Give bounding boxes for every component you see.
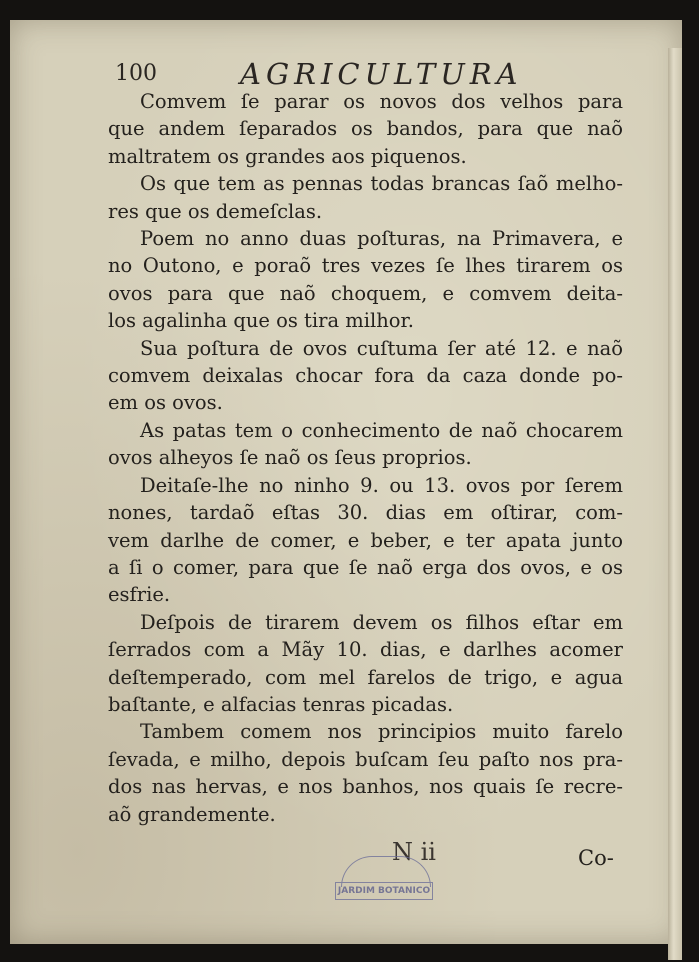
text-line: As patas tem o conhecimento de naõ chocarem	[140, 418, 623, 442]
text-line: comvem deixalas chocar fora da caza donde po-	[108, 364, 623, 388]
text-line: ovos alheyos ſe naõ os ſeus proprios.	[108, 446, 472, 470]
text-line: ovos para que naõ choquem, e comvem deita-	[108, 281, 623, 305]
page-edge	[668, 48, 682, 960]
text-line: deſtemperado, com mel farelos de trigo, e agua	[108, 665, 623, 689]
body-text	[108, 88, 623, 828]
text-line: Tambem comem nos principios muito farelo	[140, 720, 623, 744]
stamp-label: JARDIM BOTANICO	[335, 882, 433, 900]
text-line: em os ovos.	[108, 391, 223, 415]
text-line: que andem ſeparados os bandos, para que naõ	[108, 117, 623, 141]
text-line: no Outono, e poraõ tres vezes ſe lhes tirarem os	[108, 254, 623, 278]
text-line: vem darlhe de comer, e beber, e ter apata junto	[108, 528, 623, 552]
text-line: ſevada, e milho, depois buſcam ſeu paſto nos pra-	[108, 747, 623, 771]
signature-mark: N ii	[392, 838, 436, 866]
text-line: Sua poſtura de ovos cuſtuma ſer até 12. e naõ	[140, 336, 623, 360]
text-line: nones, tardaõ eſtas 30. dias em oſtirar, com-	[108, 501, 623, 525]
text-line: baſtante, e alfacias tenras picadas.	[108, 692, 454, 716]
page-number: 100	[115, 61, 157, 86]
running-head: AGRICULTURA	[240, 57, 523, 91]
text-line: esfrie.	[108, 583, 171, 607]
text-line: ſerrados com a Mãy 10. dias, e darlhes acomer	[108, 638, 623, 662]
text-line: a ſi o comer, para que ſe naõ erga dos ovos, e os	[108, 555, 623, 579]
text-line: Deitaſe-lhe no ninho 9. ou 13. ovos por ſerem	[140, 473, 623, 497]
library-stamp	[333, 856, 433, 902]
catchword: Co-	[578, 846, 614, 870]
text-line: Os que tem as pennas todas brancas ſaõ melho-	[140, 172, 623, 196]
text-line: res que os demeſclas.	[108, 199, 323, 223]
text-line: dos nas hervas, e nos banhos, nos quais ſe recre-	[108, 775, 623, 799]
text-line: maltratem os grandes aos piquenos.	[108, 144, 467, 168]
text-line: Deſpois de tirarem devem os filhos eſtar em	[140, 610, 623, 634]
text-line: Comvem ſe parar os novos dos velhos para	[140, 90, 623, 113]
text-line: Poem no anno duas poſturas, na Primavera, e	[140, 227, 623, 251]
text-line: aõ grandemente.	[108, 802, 276, 826]
text-line: los agalinha que os tira milhor.	[108, 309, 414, 333]
